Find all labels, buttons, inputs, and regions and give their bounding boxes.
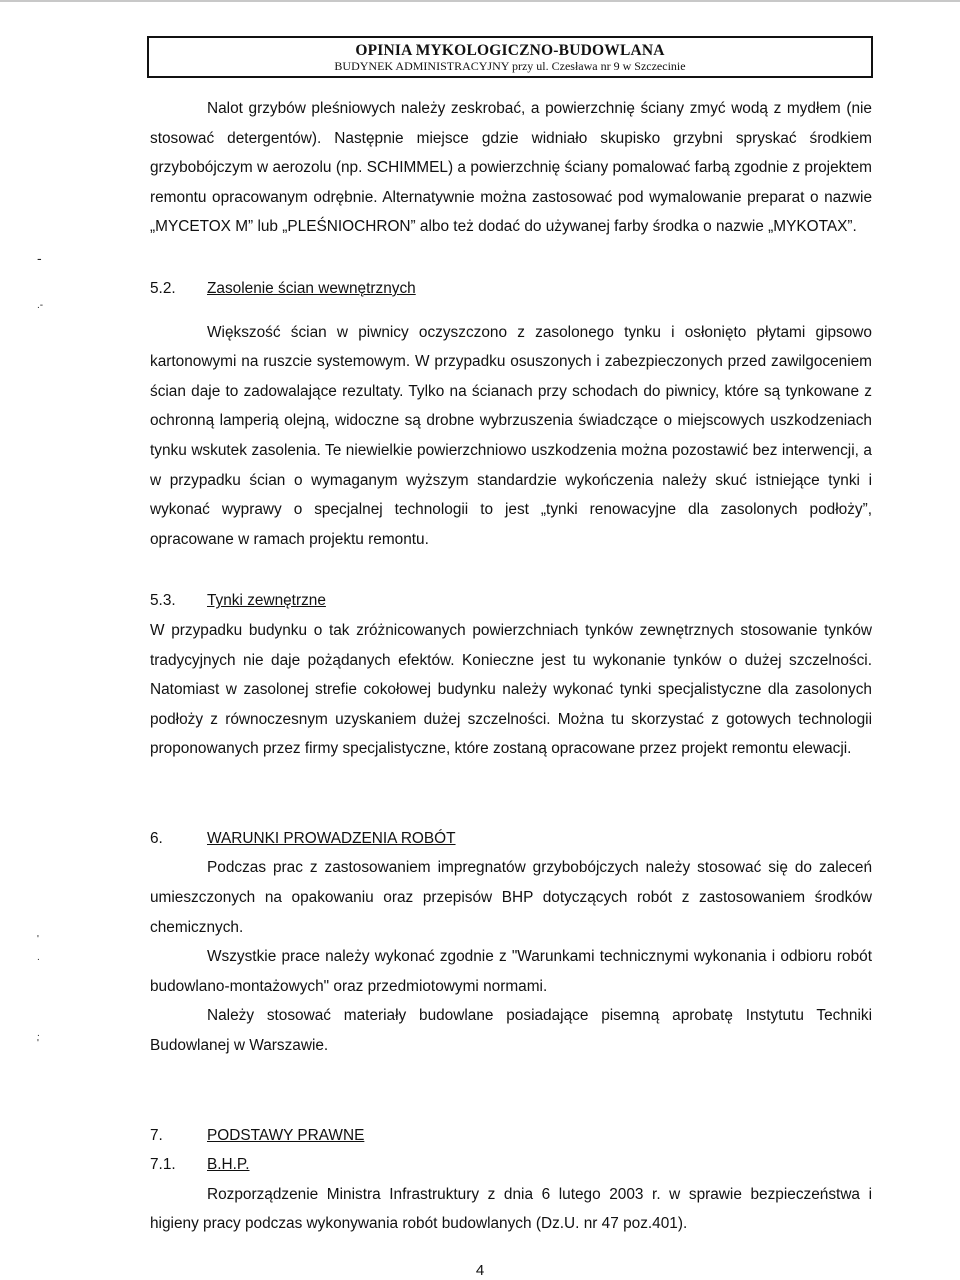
section-number: 6. <box>150 829 163 847</box>
document-header <box>147 36 873 78</box>
section-heading-5-2 <box>150 274 872 304</box>
scan-mark: ' <box>37 1038 39 1049</box>
scan-mark: .- <box>37 300 44 311</box>
page-number: 4 <box>475 1262 485 1279</box>
subsection-title: B.H.P. <box>207 1156 250 1174</box>
scan-mark: . <box>37 1028 40 1039</box>
section-title: PODSTAWY PRAWNE <box>207 1126 365 1144</box>
document-subtitle: BUDYNEK ADMINISTRACYJNY przy ul. Czesława nr 9 w Szczecinie <box>334 59 686 73</box>
section-title: WARUNKI PROWADZENIA ROBÓT <box>207 829 456 847</box>
scan-mark: . <box>37 952 40 963</box>
section-heading-6 <box>150 824 872 854</box>
document-title: OPINIA MYKOLOGICZNO-BUDOWLANA <box>355 42 665 59</box>
document-body <box>150 94 872 1239</box>
section-heading-7 <box>150 1121 872 1151</box>
scan-edge-line <box>0 0 960 2</box>
section-6-paragraph-3: Należy stosować materiały budowlane posiadające pisemną aprobatę Instytutu Techniki Budowlanej w Warszawie. <box>150 1007 872 1055</box>
section-heading-5-3 <box>150 586 872 616</box>
section-6-paragraph-1: Podczas prac z zastosowaniem impregnatów grzybobójczych należy stosować się do zaleceń umieszczonych na opakowaniu oraz przepisów BHP dotyczących robót z zastosowaniem środków chemicznych. <box>150 859 872 936</box>
scan-mark: ' <box>37 934 39 945</box>
section-heading-7-1 <box>150 1150 872 1180</box>
subsection-number: 7.1. <box>150 1156 176 1174</box>
section-6-paragraph-2: Wszystkie prace należy wykonać zgodnie z "Warunkami technicznymi wykonania i odbioru robót budowlano-montażowych" oraz przedmiotowymi normami. <box>150 948 872 995</box>
scan-mark: - <box>37 250 42 266</box>
section-number: 5.3. <box>150 592 176 610</box>
section-title: Tynki zewnętrzne <box>207 592 326 610</box>
section-number: 7. <box>150 1126 163 1144</box>
intro-paragraph: Nalot grzybów pleśniowych należy zeskrobać, a powierzchnię ściany zmyć wodą z mydłem (nie stosować detergentów). Następnie miejsce gdzie widniało skupisko grzybni spryskać środkiem grzybobójczym w aerozolu (np. SCHIMMEL) a powierzchnię ściany pomalować farbą zgodnie z projektem remontu opracowanym odrębnie. Alternatywnie można zastosować pod wymalowanie preparat o nazwie „MYCETOX M” lub „PLEŚNIOCHRON” albo też dodać do używanej farby środka o nazwie „MYKOTAX”. <box>150 100 872 236</box>
section-number: 5.2. <box>150 279 176 297</box>
section-title: Zasolenie ścian wewnętrznych <box>207 279 416 297</box>
section-7-1-paragraph: Rozporządzenie Ministra Infrastruktury z dnia 6 lutego 2003 r. w sprawie bezpieczeństwa i higieny pracy podczas wykonywania robót budowlanych (Dz.U. nr 47 poz.401). <box>150 1185 872 1233</box>
section-5-2-paragraph: Większość ścian w piwnicy oczyszczono z zasolonego tynku i osłonięto płytami gipsowo kartonowymi na ruszcie systemowym. W przypadku osuszonych i zabezpieczonych przed zawilgoceniem ścian daje to zadowalające rezultaty. Tylko na ścianach przy schodach do piwnicy, które są tynkowane z ochronną lamperią olejną, widoczne są drobne wybrzuszenia świadczące o miejscowych uszkodzeniach tynku wskutek zasolenia. Te niewielkie powierzchniowo uszkodzenia można pozostawić bez interwencji, a w przypadku ścian o wymaganym wyższym standardzie wykończenia należy skuć istniejące tynki i wykonać wyprawy o specjalnej technologii to jest „tynki renowacyjne dla zasolonych podłoży”, opracowane w ramach projektu remontu. <box>150 323 872 548</box>
section-5-3-paragraph: W przypadku budynku o tak zróżnicowanych powierzchniach tynków zewnętrznych stosowanie tynków tradycyjnych nie daje pożądanych efektów. Konieczne jest tu wykonanie tynków o dużej szczelności. Natomiast w zasolonej strefie cokołowej budynku należy wykonać tynki specjalistyczne dla zasolonych podłoży z równoczesnym uzyskaniem dużej szczelności. Można tu skorzystać z gotowych technologii proponowanych przez firmy specjalistyczne, które zostaną opracowane przez projekt remontu elewacji. <box>150 621 872 758</box>
